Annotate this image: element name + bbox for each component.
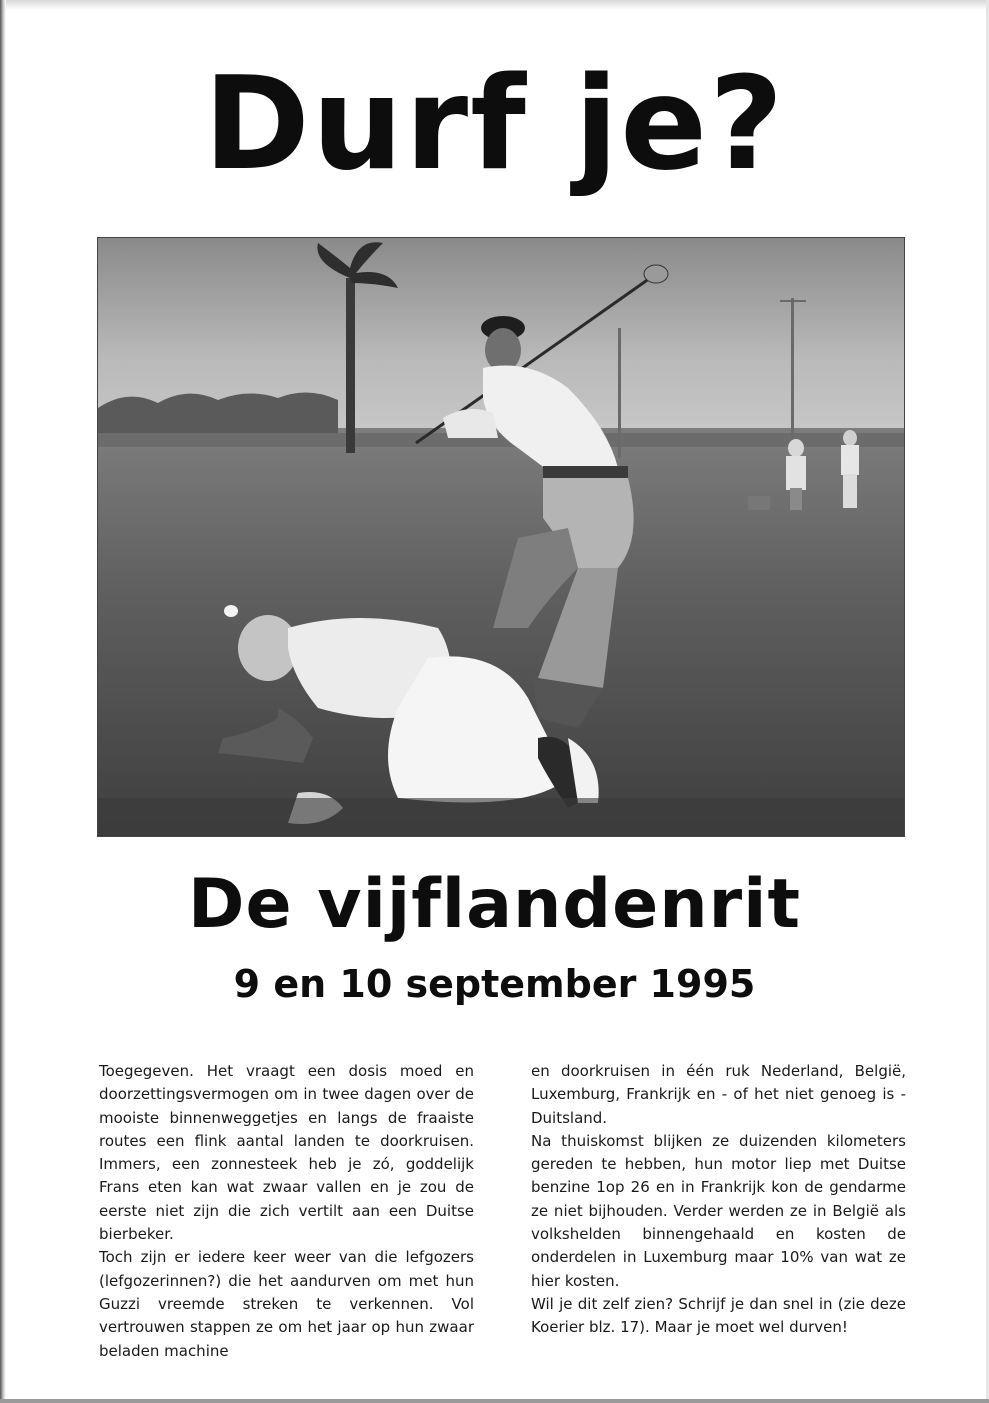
right-text-column [531,1060,906,1340]
paragraph: Toegegeven. Het vraagt een dosis moed en doorzettingsvermogen om in twee dagen over de mooiste binnenweggetjes en langs de fraaiste routes een flink aantal landen te doorkruisen. Immers, een zonnesteek heb je zó, goddelijk Frans eten kan wat zwaar vallen en je zou de eerste niet zijn die zich vertilt aan een Duitse bierbeker. [99,1062,474,1244]
paragraph: Toch zijn er iedere keer weer van die lefgozers (lefgozerinnen?) die het aandurven om met hun Guzzi vreemde streken te verkennen. Vol vertrouwen stappen ze om het jaar op hun zwaar beladen machine [99,1248,474,1360]
scan-edge-left [0,0,6,1403]
paragraph: en doorkruisen in één ruk Nederland, België, Luxemburg, Frankrijk en - of het niet genoeg is - Duitsland. [531,1062,906,1127]
left-text-column [99,1060,474,1363]
scan-edge-top [0,0,989,10]
page-title: Durf je? [203,50,786,199]
paragraph: Na thuiskomst blijken ze duizenden kilometers gereden te hebben, hun motor liep met Duitse benzine 1op 26 en in Frankrijk kon de gendarme ze niet bijhouden. Verder werden ze in België als volkshelden binnengehaald en kosten de onderdelen in Luxemburg maar 10% van wat ze hier kosten. [531,1131,906,1290]
golf-photo [97,237,905,837]
event-date: 9 en 10 september 1995 [233,962,756,1006]
scan-edge-bottom [0,1399,989,1403]
article-subtitle: De vijflandenrit [188,865,801,944]
paragraph: Wil je dit zelf zien? Schrijf je dan snel in (zie deze Koerier blz. 17). Maar je moet wel durven! [531,1294,906,1337]
